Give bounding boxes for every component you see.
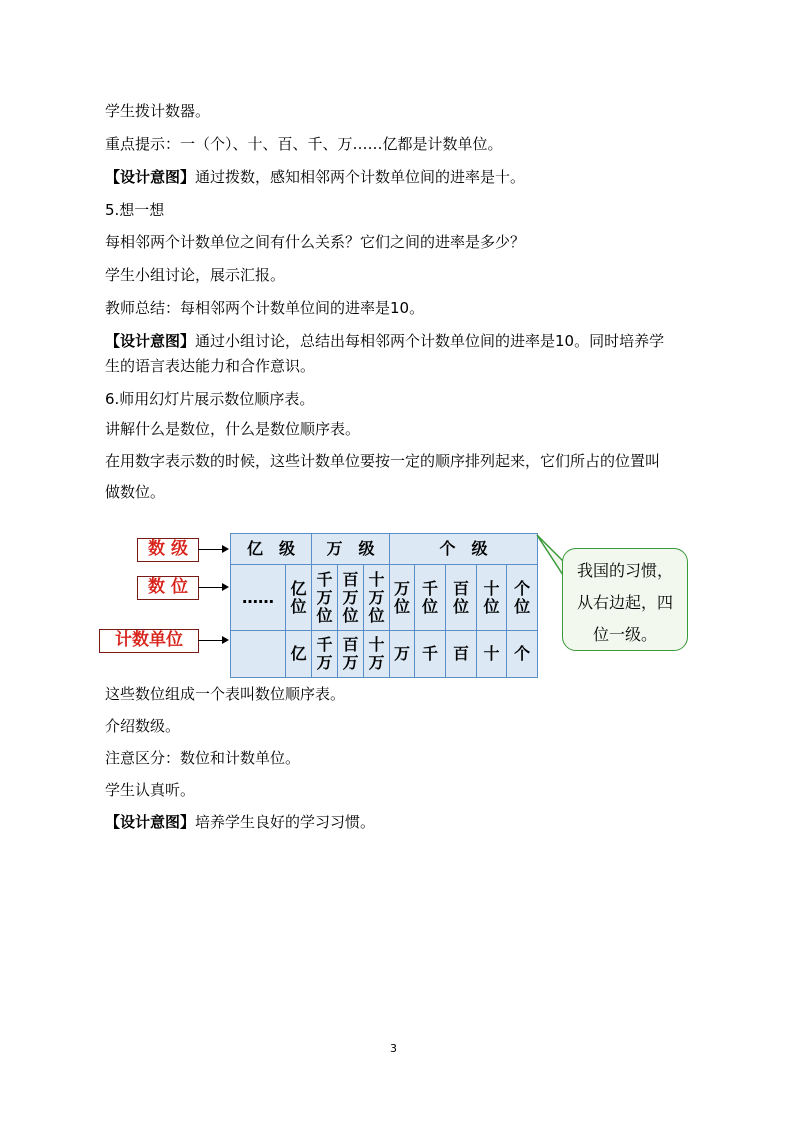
arrow-head-icon [222,545,229,553]
design-intent-line [105,331,664,351]
design-intent-text: 通过拨数，感知相邻两个计数单位间的进率是十。 [195,168,526,186]
unit-cell: 千 [415,631,446,678]
position-cell: 百位 [446,565,477,631]
text-line: 重点提示：一（个）、十、百、千、万……亿都是计数单位。 [105,135,503,153]
unit-cell: 百 [446,631,477,678]
text-line: 教师总结：每相邻两个计数单位间的进率是10。 [105,299,425,317]
place-value-table [230,533,538,678]
design-intent-label: 【设计意图】 [105,813,196,831]
position-cell: 个位 [507,565,538,631]
bubble-line: 从右边起，四 [576,593,673,612]
group-header-ge: 个 级 [390,534,538,565]
text-line: 学生小组讨论，展示汇报。 [105,266,286,284]
text-line: 注意区分：数位和计数单位。 [105,749,301,767]
section-heading: 6.师用幻灯片展示数位顺序表。 [105,390,315,408]
text-line: 这些数位组成一个表叫数位顺序表。 [105,685,346,703]
text-line: 做数位。 [105,483,166,501]
label-jishudanwei: 计数单位 [99,629,199,653]
position-cell: 十位 [477,565,507,631]
design-intent-text: 通过小组讨论，总结出每相邻两个计数单位间的进率是10。同时培养学 [195,332,665,350]
page-number: 3 [390,1042,397,1055]
design-intent-line [105,812,375,832]
design-intent-text: 培养学生良好的学习习惯。 [195,813,376,831]
arrow [198,640,222,641]
position-cell: 千万位 [312,565,338,631]
position-cell: 亿位 [286,565,312,631]
label-shuji: 数 级 [137,538,199,562]
bubble-line: 我国的习惯， [576,561,673,580]
position-cell: 万位 [390,565,415,631]
unit-cell: 万 [390,631,415,678]
text-line: 生的语言表达能力和合作意识。 [105,357,316,375]
section-heading: 5.想一想 [105,201,165,219]
bubble-line: 位一级。 [592,625,657,644]
unit-cell [231,631,286,678]
position-cell: 百万位 [338,565,364,631]
text-line: 学生认真听。 [105,781,196,799]
arrow-head-icon [222,583,229,591]
arrow [198,549,222,550]
label-shuwei: 数 位 [137,576,199,600]
position-cell: 十万位 [364,565,390,631]
unit-cell: 百万 [338,631,364,678]
text-line: 讲解什么是数位，什么是数位顺序表。 [105,420,361,438]
unit-cell: 亿 [286,631,312,678]
group-header-wan: 万 级 [312,534,390,565]
design-intent-label: 【设计意图】 [105,168,196,186]
unit-cell: 个 [507,631,538,678]
unit-cell: 千万 [312,631,338,678]
speech-bubble [562,548,688,651]
arrow [198,587,222,588]
unit-cell: 十 [477,631,507,678]
text-line: 每相邻两个计数单位之间有什么关系？它们之间的进率是多少？ [105,233,526,251]
unit-cell: 十万 [364,631,390,678]
text-line: 介绍数级。 [105,717,181,735]
text-line: 在用数字表示数的时候，这些计数单位要按一定的顺序排列起来，它们所占的位置叫 [105,452,661,470]
arrow-head-icon [222,636,229,644]
design-intent-label: 【设计意图】 [105,332,196,350]
group-header-yi: 亿 级 [231,534,312,565]
position-cell: 千位 [415,565,446,631]
position-cell: …… [231,565,286,631]
design-intent-line [105,167,525,187]
text-line: 学生拨计数器。 [105,102,211,120]
